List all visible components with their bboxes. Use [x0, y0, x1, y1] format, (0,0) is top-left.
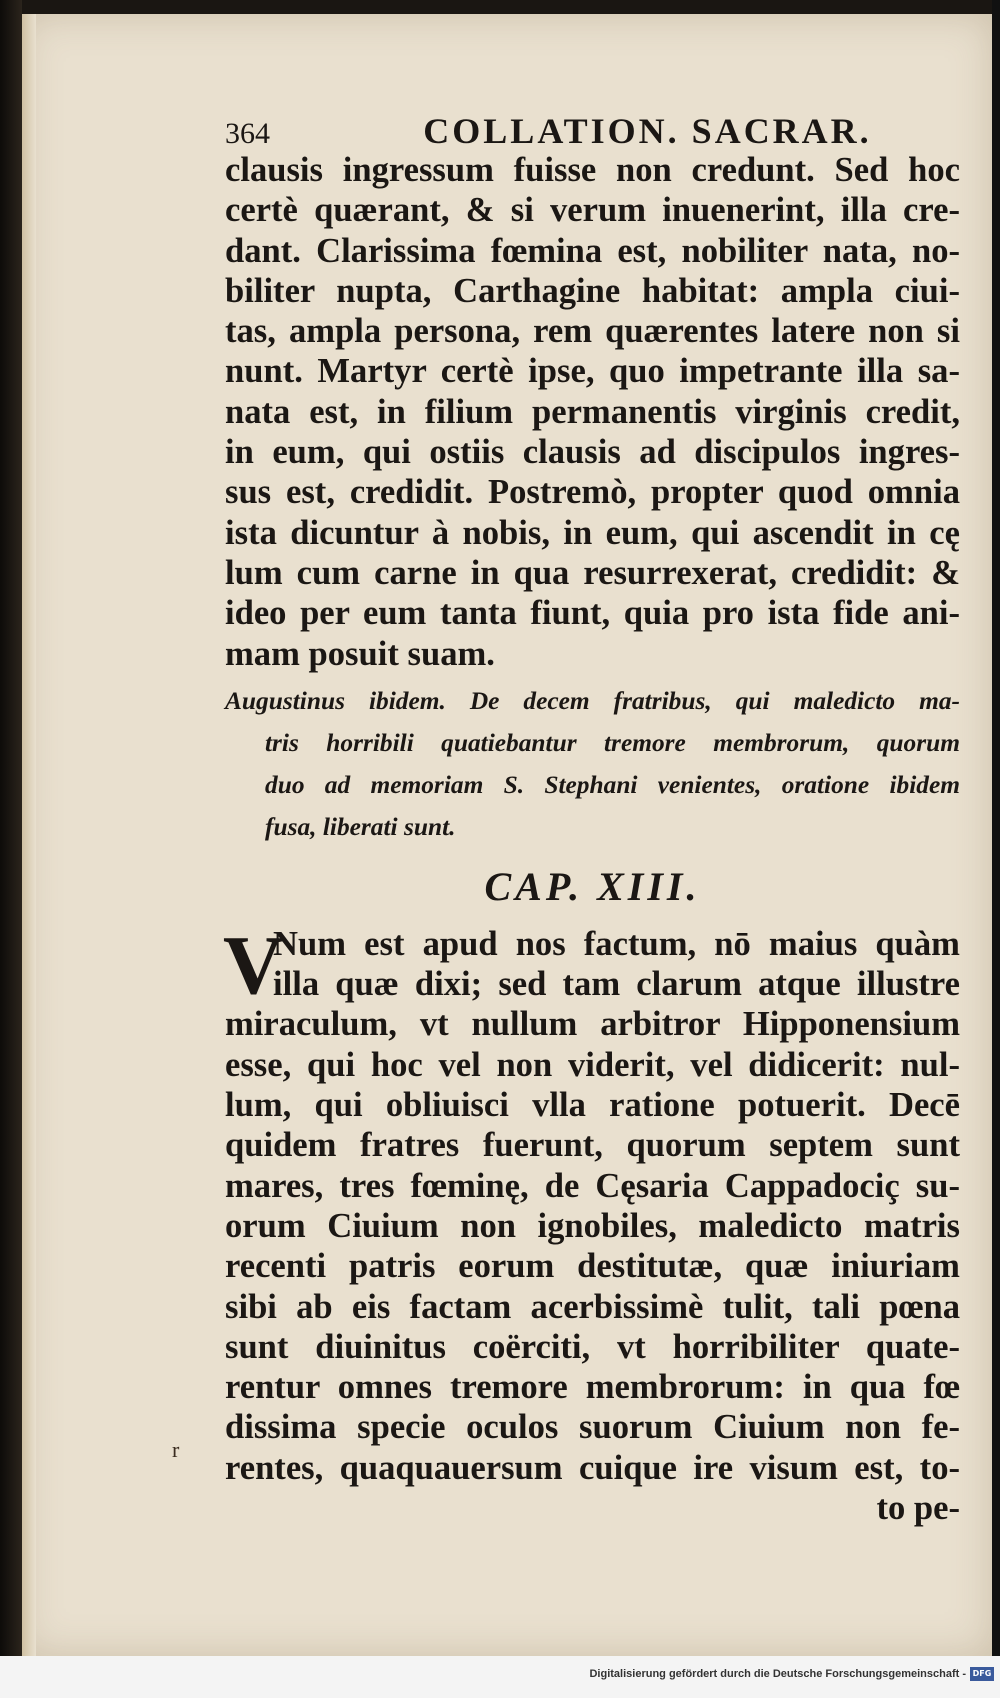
- running-title: COLLATION. SACRAR.: [423, 111, 872, 151]
- chapter-line: quidem fratres fuerunt, quorum septem sunt: [225, 1126, 960, 1165]
- body-line: in eum, qui ostiis clausis ad discipulos ingres-: [225, 433, 960, 472]
- chapter-line: recenti patris eorum destitutæ, quæ iniuriam: [225, 1247, 960, 1286]
- body-line: sus est, credidit. Postremò, propter quod omnia: [225, 473, 960, 512]
- scan-left-border: [0, 0, 22, 1698]
- chapter-line: sibi ab eis factam acerbissimè tulit, tali pœna: [225, 1287, 960, 1326]
- margin-mark: r: [172, 1437, 180, 1462]
- body-line: mam posuit suam.: [225, 634, 495, 673]
- funding-credit: Digitalisierung gefördert durch die Deutsche Forschungsgemeinschaft -: [589, 1668, 966, 1680]
- chapter-line: dissima specie oculos suorum Ciuium non fe-: [225, 1408, 960, 1447]
- body-line: nata est, in filium permanentis virginis credit,: [225, 392, 960, 431]
- digitization-footer: [0, 1656, 1000, 1698]
- body-line: lum cum carne in qua resurrexerat, credidit: &: [225, 553, 960, 592]
- chapter-line: rentur omnes tremore membrorum: in qua fœ: [225, 1368, 960, 1407]
- body-line: ideo per eum tanta fiunt, quia pro ista fide ani-: [225, 594, 960, 633]
- body-line: tas, ampla persona, rem quærentes latere non si: [225, 312, 960, 351]
- page-number: 364: [225, 117, 270, 150]
- chapter-paragraph: [223, 918, 960, 1528]
- body-line: ista dicuntur à nobis, in eum, qui ascendit in cę: [225, 513, 960, 552]
- body-line: clausis ingressum fuisse non credunt. Sed hoc: [225, 151, 960, 189]
- summary-line: Augustinus ibidem. De decem fratribus, qui maledicto ma-: [225, 686, 960, 715]
- chapter-line: miraculum, vt nullum arbitror Hipponensium: [225, 1005, 960, 1044]
- summary-line: fusa, liberati sunt.: [265, 812, 456, 841]
- dfg-logo: DFG: [970, 1667, 994, 1681]
- page-text: [225, 110, 960, 1528]
- chapter-line: esse, qui hoc vel non viderit, vel didicerit: nul-: [225, 1045, 960, 1084]
- body-text: [225, 150, 960, 674]
- chapter-line: orum Ciuium non ignobiles, maledicto matris: [225, 1206, 960, 1245]
- body-line: dant. Clarissima fœmina est, nobiliter nata, no-: [225, 231, 960, 270]
- scan-right-border: [992, 0, 1000, 1698]
- chapter-line: rentes, quaquauersum cuique ire visum est, to-: [225, 1448, 960, 1487]
- chapter-line: illa quæ dixi; sed tam clarum atque illustre: [273, 965, 960, 1004]
- summary-line: tris horribili quatiebantur tremore membrorum, quorum: [265, 728, 960, 757]
- running-header: [225, 110, 960, 150]
- chapter-heading: CAP. XIII.: [484, 863, 701, 909]
- chapter-summary: [225, 680, 960, 848]
- drop-cap: V: [223, 918, 284, 1012]
- chapter-line: mares, tres fœminę, de Cęsaria Cappadociç su-: [225, 1166, 960, 1205]
- chapter-line: Num est apud nos factum, nō maius quàm: [273, 924, 960, 963]
- body-line: nunt. Martyr certè ipse, quo impetrante illa sa-: [225, 352, 960, 391]
- body-line: certè quærant, & si verum inuenerint, illa cre-: [225, 191, 960, 230]
- body-line: biliter nupta, Carthagine habitat: ampla ciui-: [225, 271, 960, 310]
- chapter-line: sunt diuinitus coërciti, vt horribiliter quate-: [225, 1327, 960, 1366]
- catchword: to pe-: [876, 1489, 960, 1528]
- chapter-line: lum, qui obliuisci vlla ratione potuerit. Decē: [225, 1086, 960, 1125]
- page-gutter-edge: [22, 14, 36, 1656]
- summary-line: duo ad memoriam S. Stephani venientes, oratione ibidem: [265, 770, 960, 799]
